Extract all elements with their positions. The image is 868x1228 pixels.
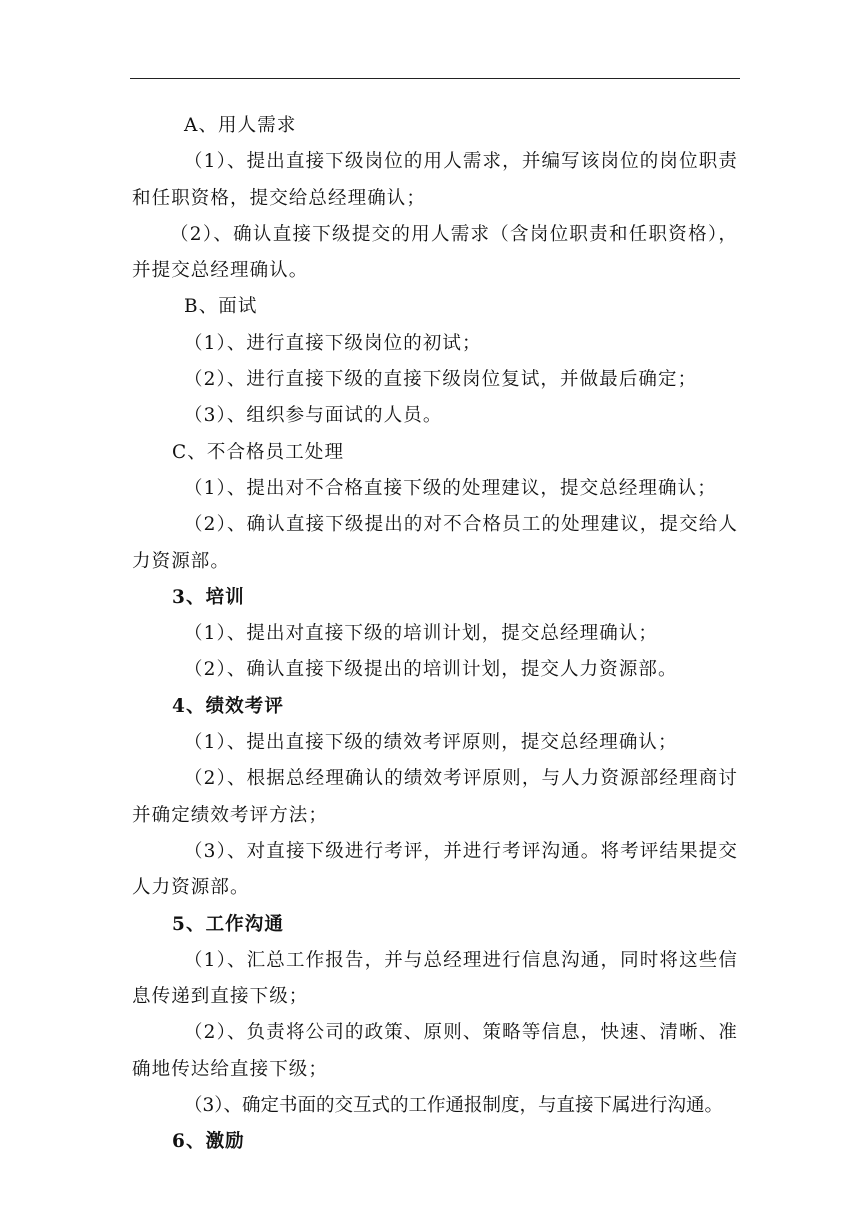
heading-training: 3、培训 <box>172 586 245 608</box>
document-body <box>132 108 738 1161</box>
section-b-item-3: （3）、组织参与面试的人员。 <box>184 405 443 427</box>
header-rule <box>130 78 740 79</box>
section-b-item-1: （1）、进行直接下级岗位的初试； <box>184 332 482 354</box>
section-a-item-2: （2）、确认直接下级提交的用人需求（含岗位职责和任职资格），并提交总经理确认。 <box>132 223 738 282</box>
performance-item-1: （1）、提出直接下级的绩效考评原则，提交总经理确认； <box>184 732 678 754</box>
section-c-item-1: （1）、提出对不合格直接下级的处理建议，提交总经理确认； <box>184 477 717 499</box>
section-c-title: C、不合格员工处理 <box>172 441 345 463</box>
communication-item-3: （3）、确定书面的交互式的工作通报制度，与直接下属进行沟通。 <box>184 1095 724 1117</box>
heading-incentive: 6、激励 <box>172 1131 245 1153</box>
training-item-2: （2）、确认直接下级提出的培训计划，提交人力资源部。 <box>184 659 678 681</box>
section-b-item-2: （2）、进行直接下级的直接下级岗位复试，并做最后确定； <box>184 369 698 391</box>
section-a-item-1: （1）、提出直接下级岗位的用人需求，并编写该岗位的岗位职责和任职资格，提交给总经理确认； <box>132 151 738 209</box>
performance-item-3: （3）、对直接下级进行考评，并进行考评沟通。将考评结果提交人力资源部。 <box>132 840 738 899</box>
section-a-title: A、用人需求 <box>184 115 297 136</box>
performance-item-2: （2）、根据总经理确认的绩效考评原则，与人力资源部经理商讨并确定绩效考评方法； <box>132 768 738 826</box>
section-b-title: B、面试 <box>184 296 258 318</box>
communication-item-1: （1）、汇总工作报告，并与总经理进行信息沟通，同时将这些信息传递到直接下级； <box>132 949 738 1008</box>
heading-performance: 4、绩效考评 <box>172 695 284 717</box>
section-c-item-2: （2）、确认直接下级提出的对不合格员工的处理建议，提交给人力资源部。 <box>132 514 738 572</box>
communication-item-2: （2）、负责将公司的政策、原则、策略等信息，快速、清晰、准确地传达给直接下级； <box>132 1022 738 1080</box>
heading-communication: 5、工作沟通 <box>172 913 284 935</box>
training-item-1: （1）、提出对直接下级的培训计划，提交总经理确认； <box>184 623 659 645</box>
